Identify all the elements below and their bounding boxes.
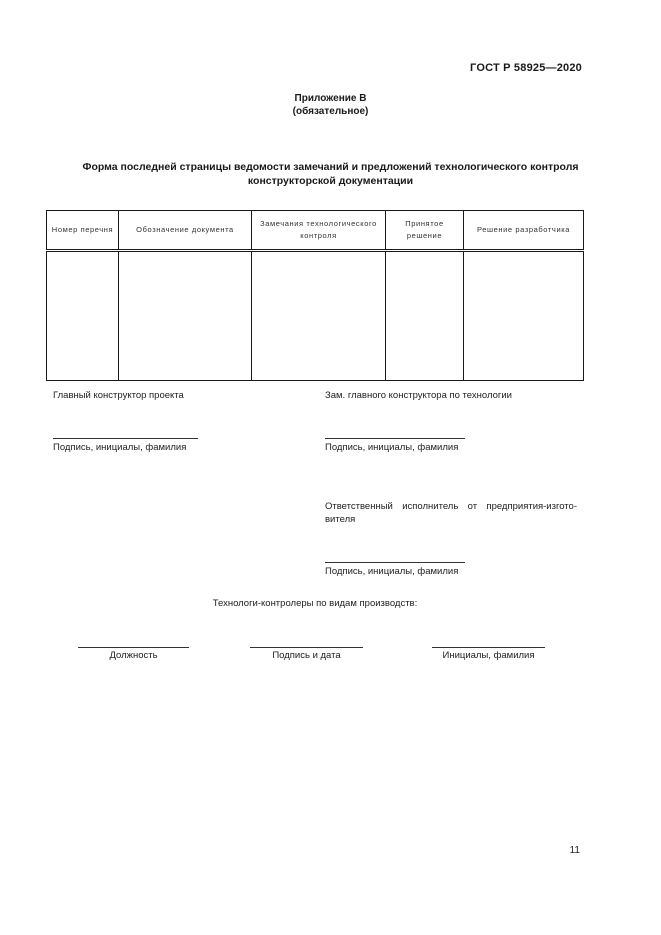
chief-designer-signature-line[interactable] — [53, 438, 198, 439]
column-header-list-number: Номер перечня — [47, 211, 119, 251]
annex-status: (обязательное) — [292, 106, 369, 117]
position-caption: Должность — [109, 650, 158, 661]
table-header-row — [47, 211, 584, 251]
signature-date-caption: Подпись и дата — [272, 650, 341, 661]
responsible-executor-label: Ответственный исполнитель от предприятия-изгото-вителя — [325, 501, 577, 525]
table-cell-document-designation[interactable] — [119, 251, 252, 381]
annex-title: Приложение В — [294, 93, 367, 104]
initials-name-caption: Инициалы, фамилия — [442, 650, 535, 661]
form-title-line-2: конструкторской документации — [247, 175, 414, 187]
chief-designer-signature-caption: Подпись, инициалы, фамилия — [53, 442, 187, 453]
column-header-accepted-decision: Принятое решение — [386, 211, 464, 251]
table-row — [47, 251, 584, 381]
responsible-executor-signature-line[interactable] — [325, 562, 465, 563]
table-cell-technological-remarks[interactable] — [252, 251, 386, 381]
table-cell-developer-decision[interactable] — [464, 251, 584, 381]
annex-heading — [0, 92, 661, 118]
form-title — [30, 160, 631, 188]
deputy-chief-designer-signature-line[interactable] — [325, 438, 465, 439]
signature-date-line[interactable] — [250, 647, 363, 648]
position-signature-line[interactable] — [78, 647, 189, 648]
column-header-technological-remarks: Замечания технологического контроля — [252, 211, 386, 251]
page-number: 11 — [569, 845, 580, 856]
table-cell-accepted-decision[interactable] — [386, 251, 464, 381]
chief-designer-label: Главный конструктор проекта — [53, 390, 184, 401]
standard-code: ГОСТ Р 58925—2020 — [470, 62, 582, 74]
deputy-chief-designer-signature-caption: Подпись, инициалы, фамилия — [325, 442, 459, 453]
remarks-table — [46, 210, 584, 381]
table-cell-list-number[interactable] — [47, 251, 119, 381]
form-title-line-1: Форма последней страницы ведомости замечаний и предложений технологического контроля — [82, 161, 579, 173]
column-header-document-designation: Обозначение документа — [119, 211, 252, 251]
technologists-heading: Технологи-контролеры по видам производств: — [212, 598, 418, 609]
responsible-executor-signature-caption: Подпись, инициалы, фамилия — [325, 566, 459, 577]
initials-name-line[interactable] — [432, 647, 545, 648]
column-header-developer-decision: Решение разработчика — [464, 211, 584, 251]
deputy-chief-designer-label: Зам. главного конструктора по технологии — [325, 390, 512, 401]
